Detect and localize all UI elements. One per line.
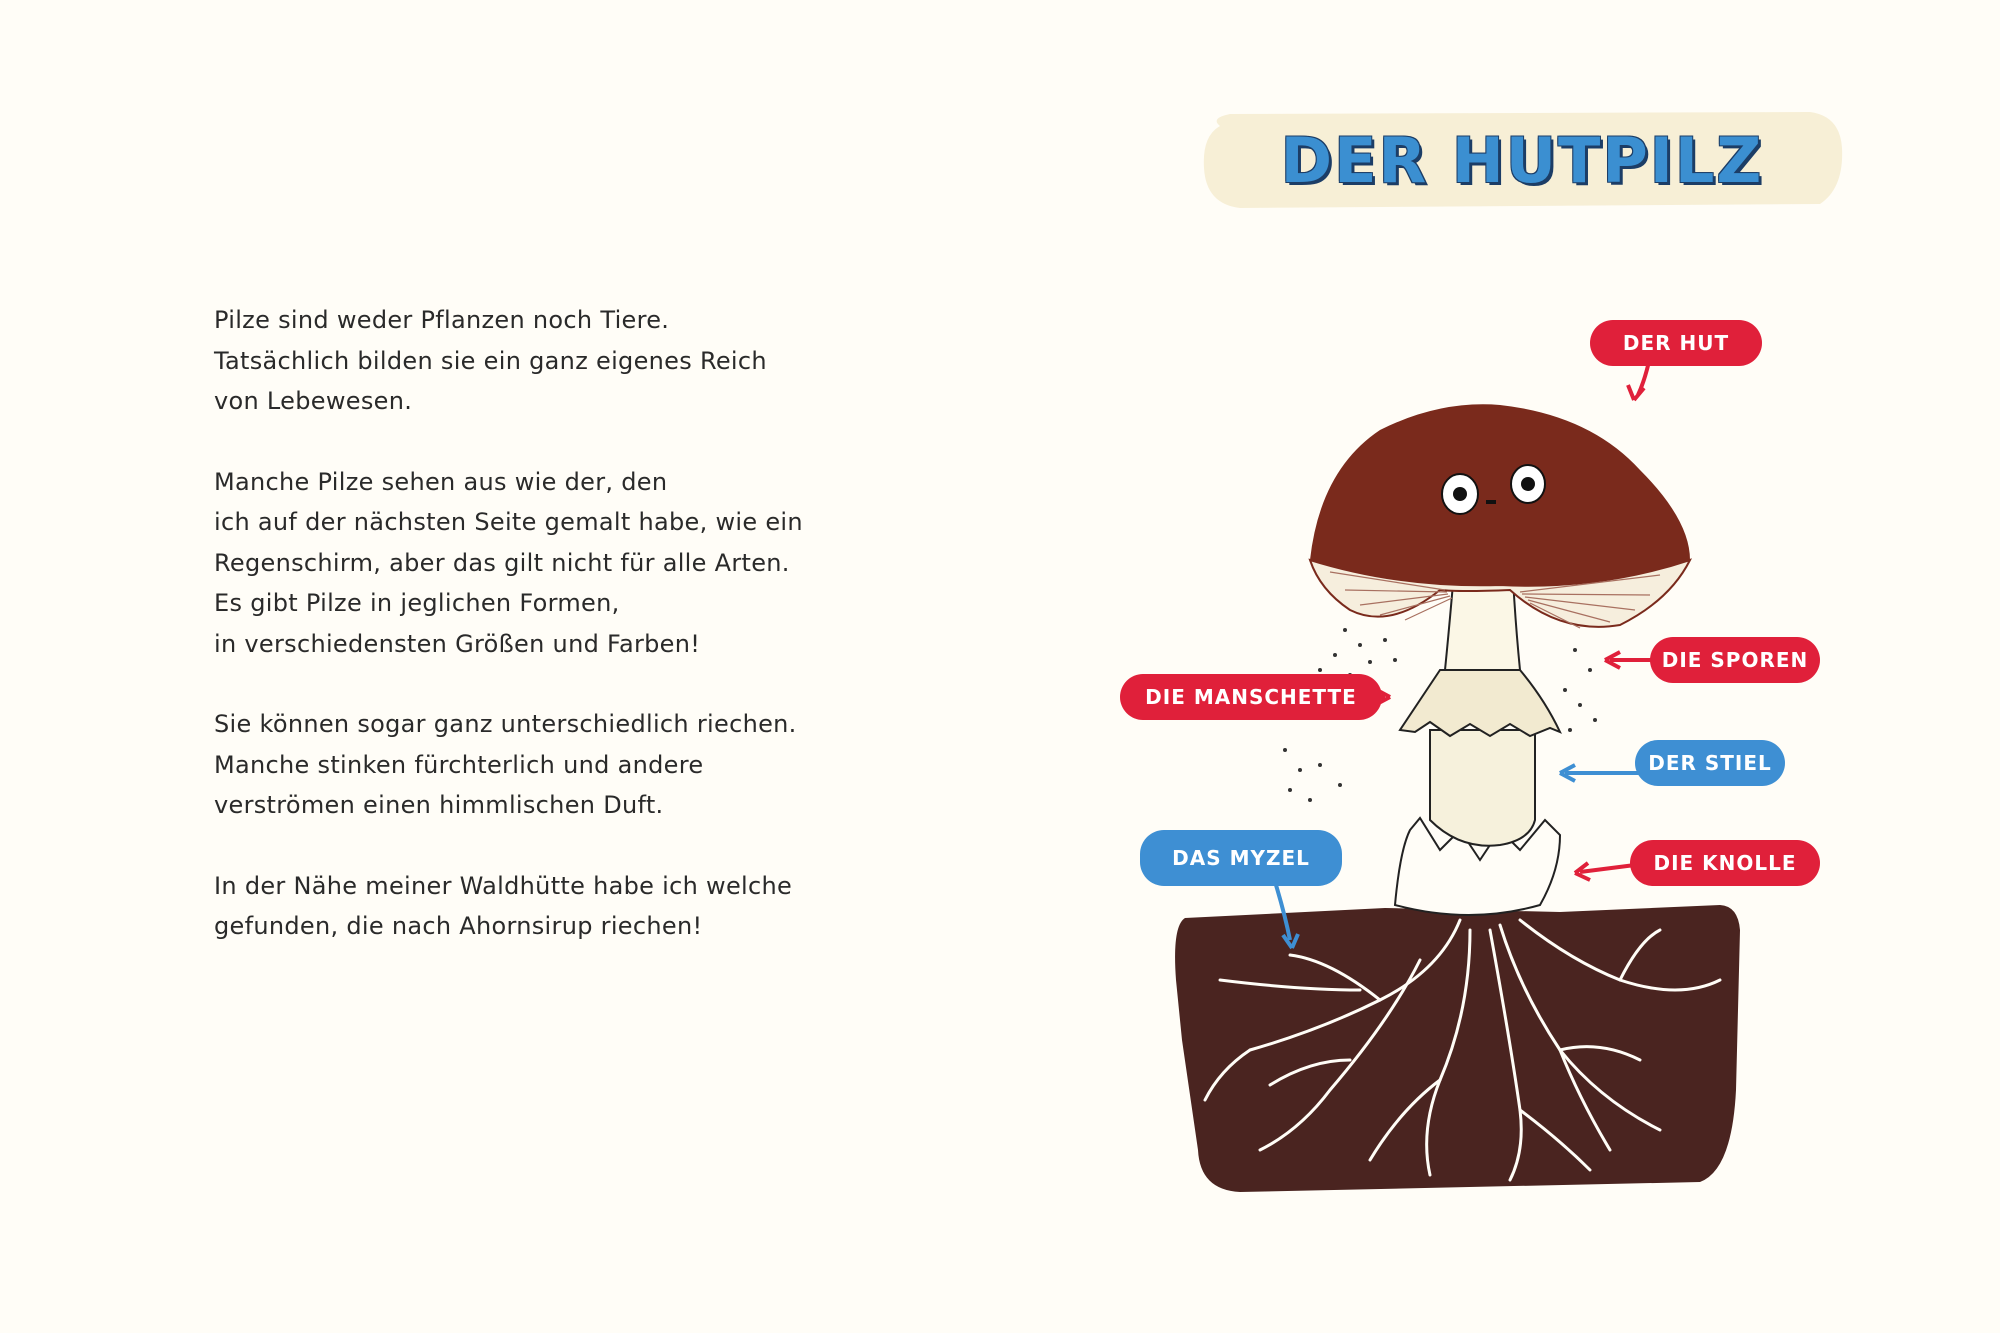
label-die-manschette: DIE MANSCHETTE (1120, 674, 1382, 720)
text-line: Manche stinken fürchterlich und andere (214, 750, 704, 779)
text-line: Manche Pilze sehen aus wie der, den (214, 467, 668, 496)
text-line: Sie können sogar ganz unterschiedlich riechen. (214, 710, 797, 738)
label-der-stiel: DER STIEL (1635, 740, 1785, 786)
cap (1310, 404, 1690, 585)
text-line: von Lebewesen. (214, 387, 413, 415)
page-title: DER HUTPILZ (1280, 123, 1764, 197)
text-line: In der Nähe meiner Waldhütte habe ich welche (214, 871, 793, 900)
label-das-myzel: DAS MYZEL (1140, 830, 1342, 886)
text-line: in verschiedensten Größen und Farben! (214, 629, 701, 658)
text-line: ich auf der nächsten Seite gemalt habe, wie ein (214, 508, 803, 536)
text-line: verströmen einen himmlischen Duft. (214, 791, 664, 819)
label-die-sporen: DIE SPOREN (1650, 637, 1820, 683)
text-line: Tatsächlich bilden sie ein ganz eigenes Reich (214, 346, 767, 375)
text-line: Es gibt Pilze in jeglichen Formen, (214, 589, 620, 617)
text-line: Regenschirm, aber das gilt nicht für alle Arten. (214, 548, 790, 577)
label-der-hut: DER HUT (1590, 320, 1762, 366)
stem (1430, 730, 1535, 846)
text-line: gefunden, die nach Ahornsirup riechen! (214, 912, 703, 940)
text-line: Pilze sind weder Pflanzen noch Tiere. (214, 306, 670, 334)
label-die-knolle: DIE KNOLLE (1630, 840, 1820, 886)
ring (1400, 670, 1560, 736)
